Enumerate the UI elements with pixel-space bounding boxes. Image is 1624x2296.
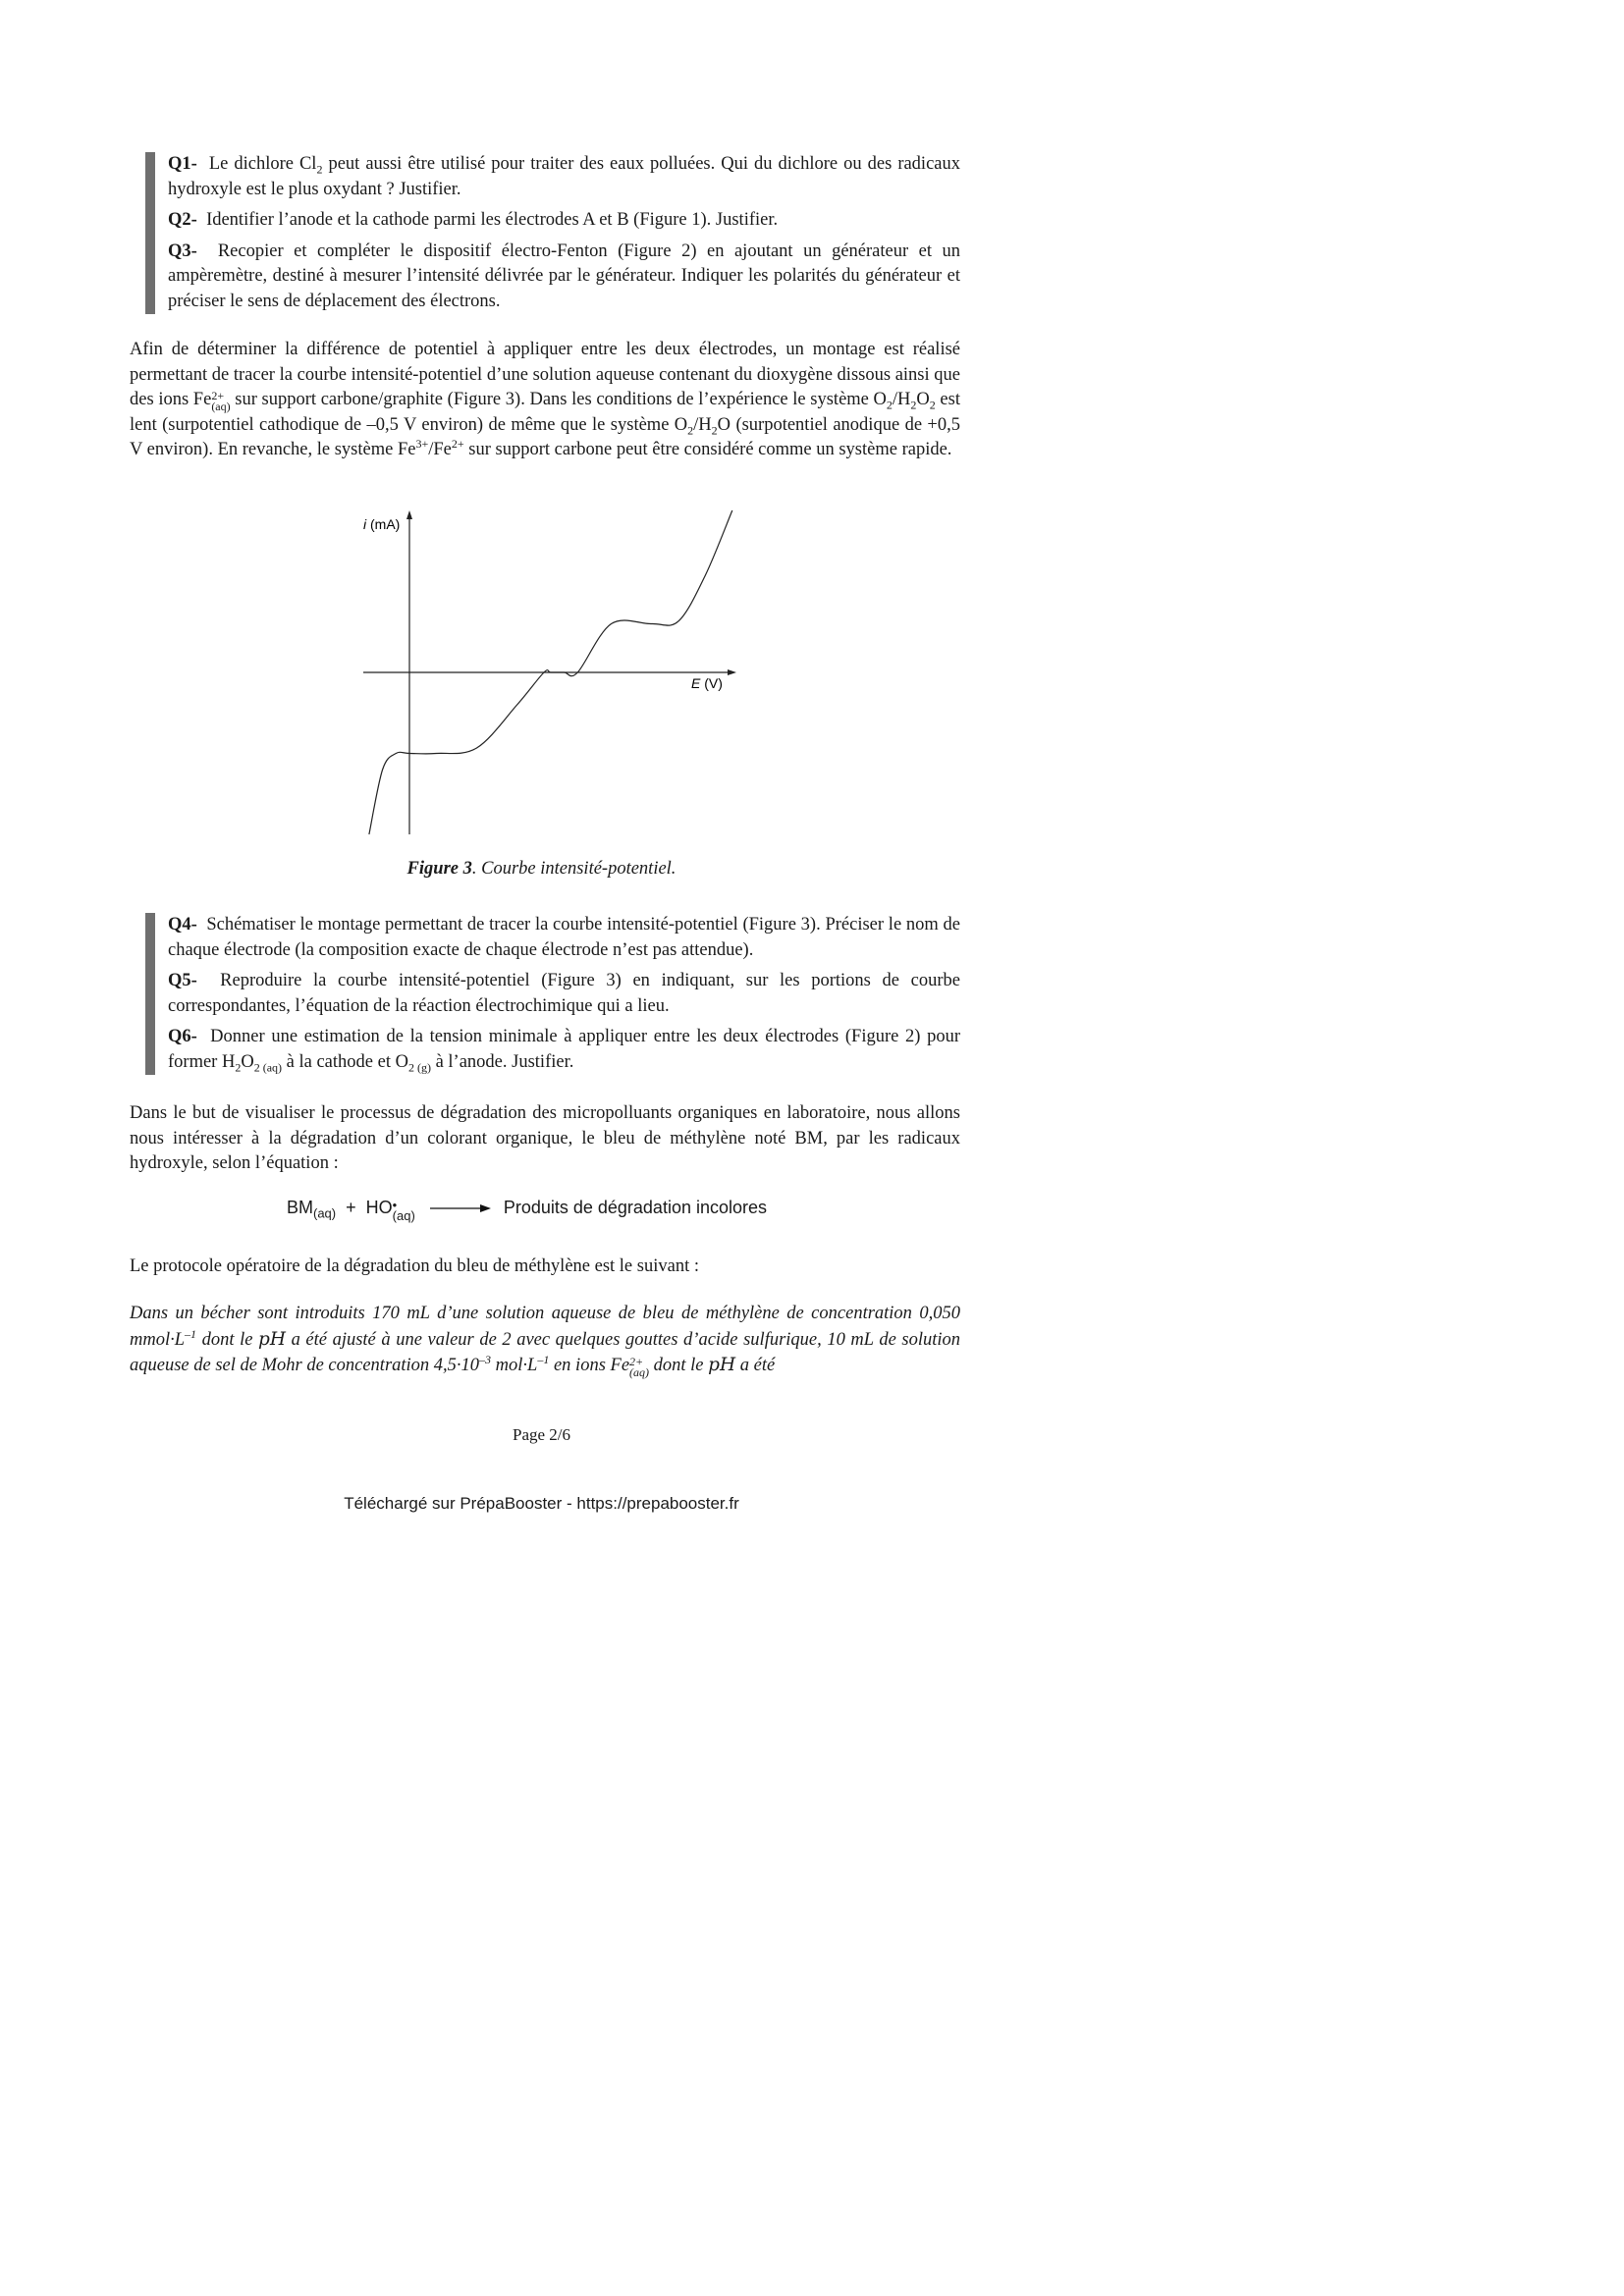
subscript: 2 (g) xyxy=(407,1060,431,1075)
subscript: (aq) xyxy=(629,1365,650,1379)
ho-radical-notation xyxy=(393,1200,415,1221)
paragraph-protocol-intro: Le protocole opératoire de la dégradation du bleu de méthylène est le suivant : xyxy=(130,1256,699,1276)
question-label: Q2- xyxy=(168,210,197,230)
question-q4 xyxy=(168,913,960,963)
question-q1 xyxy=(168,152,960,202)
question-text: Recopier et compléter le dispositif électro-Fenton (Figure 2) en ajoutant un générateur et un ampèremètre, destiné à mesurer l’intensité délivrée par le générateur. Indiquer les polarités du générateur et préciser le sens de déplacement des électrons. xyxy=(168,240,961,311)
question-label: Q3- xyxy=(168,240,197,261)
ph-symbol: pH xyxy=(708,1355,736,1375)
question-q3 xyxy=(168,240,960,315)
question-text: à la cathode et O xyxy=(282,1051,408,1072)
caption-label: Figure 3 xyxy=(406,859,472,879)
products: Produits de dégradation incolores xyxy=(503,1198,767,1217)
question-text: Le dichlore Cl xyxy=(208,154,317,174)
plus-sign: + xyxy=(346,1198,356,1217)
superscript: 3+ xyxy=(415,436,429,451)
question-text: Reproduire la courbe intensité-potentiel (Figure 3) en indiquant, sur les portions de courbe correspondantes, l’équation de la réaction électrochimique qui a lieu. xyxy=(168,971,960,1016)
subscript: (aq) xyxy=(313,1205,337,1221)
superscript: –1 xyxy=(185,1326,197,1341)
subscript: 2 xyxy=(929,398,936,412)
text: /H xyxy=(892,390,911,409)
subscript: 2 xyxy=(235,1060,242,1075)
x-axis-unit: (V) xyxy=(700,675,723,691)
text: sur support carbone/graphite (Figure 3). Dans les conditions de l’expérience le système O xyxy=(230,390,887,409)
text: mol·L xyxy=(491,1356,538,1375)
text: O xyxy=(916,390,930,409)
question-label: Q1- xyxy=(168,154,197,174)
question-q5 xyxy=(168,969,960,1019)
question-text: Schématiser le montage permettant de tracer la courbe intensité-potentiel (Figure 3). Préciser le nom de chaque électrode (la composition exacte de chaque électrode n’est pas attendue). xyxy=(168,915,961,960)
text: en ions Fe xyxy=(549,1356,630,1375)
text: a été xyxy=(735,1356,776,1375)
subscript: 2 xyxy=(910,398,917,412)
subscript: 2 xyxy=(687,423,694,438)
question-text: peut aussi être utilisé pour traiter des eaux polluées. Qui du dichlore ou des radicaux hydroxyle est le plus oxydant ? Justifier. xyxy=(168,154,960,199)
reactant-ho: HO xyxy=(365,1198,393,1217)
paragraph-intensity-potential xyxy=(130,338,960,463)
paragraph-degradation: Dans le but de visualiser le processus de dégradation des micropolluants organiques en laboratoire, nous allons nous intéresser à la dégradation d’un colorant organique, le bleu de méthylène noté BM, par les radicaux hydroxyle, selon l’équation : xyxy=(130,1103,960,1173)
download-footer: Téléchargé sur PrépaBooster - https://prepabooster.fr xyxy=(344,1494,739,1513)
x-axis-variable: E xyxy=(691,675,701,691)
ph-symbol: pH xyxy=(258,1328,287,1350)
questions-block-2 xyxy=(145,913,960,1075)
text: Afin de déterminer la différence de potentiel à appliquer entre les deux électrodes, un montage est réalisé permettant de tracer la courbe intensité-potentiel d’une solution aqueuse contenant du dioxygène dissous ainsi que des ions Fe xyxy=(130,340,960,409)
text: dont le xyxy=(196,1329,259,1350)
text: dont le xyxy=(649,1356,709,1375)
text: a été ajusté à une valeur de 2 avec quelques gouttes d’acide sulfurique, 10 mL de solution aqueuse de sel de Mohr de concentration 4,5·10 xyxy=(130,1329,960,1375)
subscript: 2 xyxy=(886,398,893,412)
subscript: 2 xyxy=(316,162,323,177)
question-text: O xyxy=(241,1051,254,1072)
text: sur support carbone peut être considéré comme un système rapide. xyxy=(463,440,952,459)
superscript: 2+ xyxy=(629,1355,644,1368)
superscript: –3 xyxy=(479,1352,492,1366)
x-axis-label xyxy=(691,675,723,691)
figure-3-caption xyxy=(0,859,1083,880)
caption-text: . Courbe intensité-potentiel. xyxy=(471,859,677,879)
text: Dans un bécher sont introduits 170 mL d’une solution aqueuse de bleu de méthylène de concentration 0,050 mmol·L xyxy=(130,1304,960,1350)
question-label: Q6- xyxy=(168,1027,197,1046)
subscript: (aq) xyxy=(211,400,231,413)
superscript: 2+ xyxy=(211,389,225,402)
fe-ion-notation xyxy=(211,391,230,412)
question-q6 xyxy=(168,1025,960,1075)
page-number: Page 2/6 xyxy=(512,1425,571,1444)
y-axis-unit: (mA) xyxy=(366,516,401,532)
superscript: 2+ xyxy=(451,436,464,451)
fe-ion-notation xyxy=(629,1357,649,1378)
text: /H xyxy=(693,414,712,435)
degradation-equation xyxy=(287,1198,767,1221)
figure-3-chart xyxy=(353,506,746,839)
subscript: 2 (aq) xyxy=(253,1060,283,1075)
questions-block-1 xyxy=(145,152,960,314)
y-axis-label xyxy=(363,516,400,532)
text: est lent (surpotentiel cathodique de –0,5 V environ) de même que le système O xyxy=(130,390,960,435)
question-q2 xyxy=(168,208,960,234)
y-axis-arrow xyxy=(406,510,412,519)
y-axis-variable: i xyxy=(363,516,367,532)
question-text: Identifier l’anode et la cathode parmi les électrodes A et B (Figure 1). Justifier. xyxy=(206,210,779,230)
question-text: Donner une estimation de la tension minimale à appliquer entre les deux électrodes (Figure 2) pour former H xyxy=(168,1027,961,1072)
subscript: 2 xyxy=(711,423,718,438)
text: /Fe xyxy=(428,440,452,459)
question-label: Q4- xyxy=(168,915,197,934)
text: O (surpotentiel anodique de +0,5 V environ). En revanche, le système Fe xyxy=(130,414,960,459)
x-axis-arrow xyxy=(728,669,736,675)
subscript: (aq) xyxy=(392,1208,415,1223)
question-text: à l’anode. Justifier. xyxy=(430,1051,574,1072)
reactant-bm: BM xyxy=(287,1198,313,1217)
question-label: Q5- xyxy=(168,971,197,990)
radical-dot: • xyxy=(392,1198,398,1212)
reaction-arrow-icon xyxy=(430,1202,491,1214)
protocol-text xyxy=(130,1302,960,1379)
superscript: –1 xyxy=(537,1352,550,1366)
